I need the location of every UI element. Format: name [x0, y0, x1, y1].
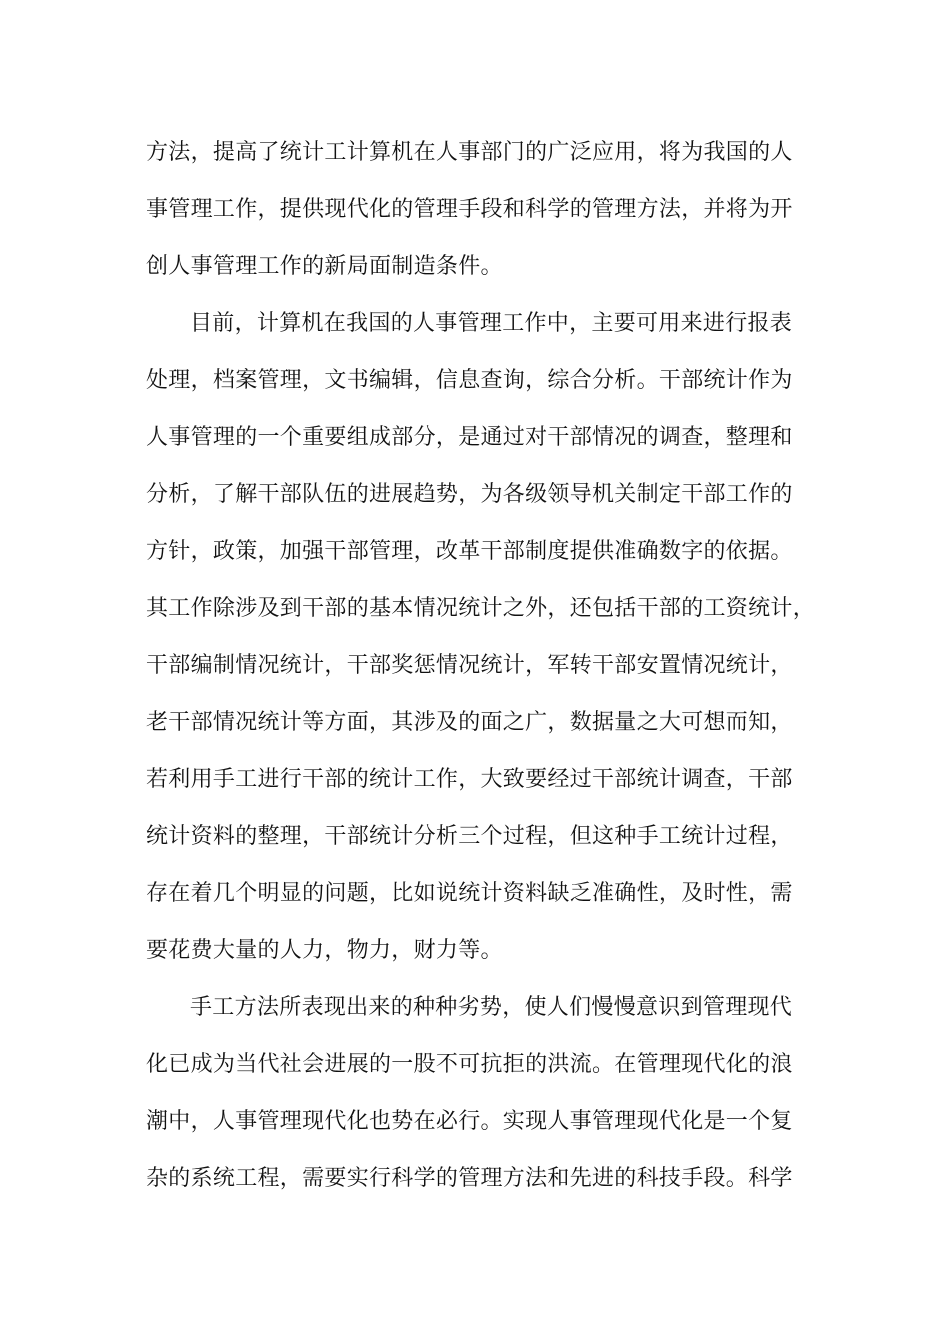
paragraph-line: 手工方法所表现出来的种种劣势，使人们慢慢意识到管理现代 — [190, 995, 793, 1020]
paragraph-line: 创人事管理工作的新局面制造条件。 — [146, 254, 503, 279]
paragraph-line: 目前，计算机在我国的人事管理工作中，主要可用来进行报表 — [190, 311, 793, 336]
paragraph-line: 事管理工作，提供现代化的管理手段和科学的管理方法，并将为开 — [146, 197, 793, 222]
paragraph-3 — [146, 986, 811, 1214]
paragraph-line: 方法，提高了统计工计算机在人事部门的广泛应用，将为我国的人 — [146, 140, 793, 165]
paragraph-line: 干部编制情况统计，干部奖惩情况统计，军转干部安置情况统计， — [146, 653, 793, 678]
document-body — [146, 131, 816, 1214]
paragraph-line: 杂的系统工程，需要实行科学的管理方法和先进的科技手段。科学 — [146, 1166, 793, 1191]
paragraph-line: 处理，档案管理，文书编辑，信息查询，综合分析。干部统计作为 — [146, 368, 793, 393]
paragraph-line: 若利用手工进行干部的统计工作，大致要经过干部统计调查，干部 — [146, 767, 793, 792]
paragraph-line: 要花费大量的人力，物力，财力等。 — [146, 938, 503, 963]
paragraph-line: 化已成为当代社会进展的一股不可抗拒的洪流。在管理现代化的浪 — [146, 1052, 793, 1077]
paragraph-line: 潮中，人事管理现代化也势在必行。实现人事管理现代化是一个复 — [146, 1109, 793, 1134]
paragraph-line: 分析，了解干部队伍的进展趋势，为各级领导机关制定干部工作的 — [146, 482, 793, 507]
paragraph-line: 人事管理的一个重要组成部分，是通过对干部情况的调查，整理和 — [146, 425, 793, 450]
paragraph-line: 方针，政策，加强干部管理，改革干部制度提供准确数字的依据。 — [146, 539, 793, 564]
paragraph-line: 其工作除涉及到干部的基本情况统计之外，还包括干部的工资统计， — [146, 596, 816, 621]
paragraph-2 — [146, 302, 816, 986]
paragraph-line: 统计资料的整理，干部统计分析三个过程，但这种手工统计过程， — [146, 824, 793, 849]
paragraph-line: 存在着几个明显的问题，比如说统计资料缺乏准确性，及时性，需 — [146, 881, 793, 906]
paragraph-line: 老干部情况统计等方面，其涉及的面之广，数据量之大可想而知， — [146, 710, 793, 735]
paragraph-1 — [146, 131, 811, 302]
